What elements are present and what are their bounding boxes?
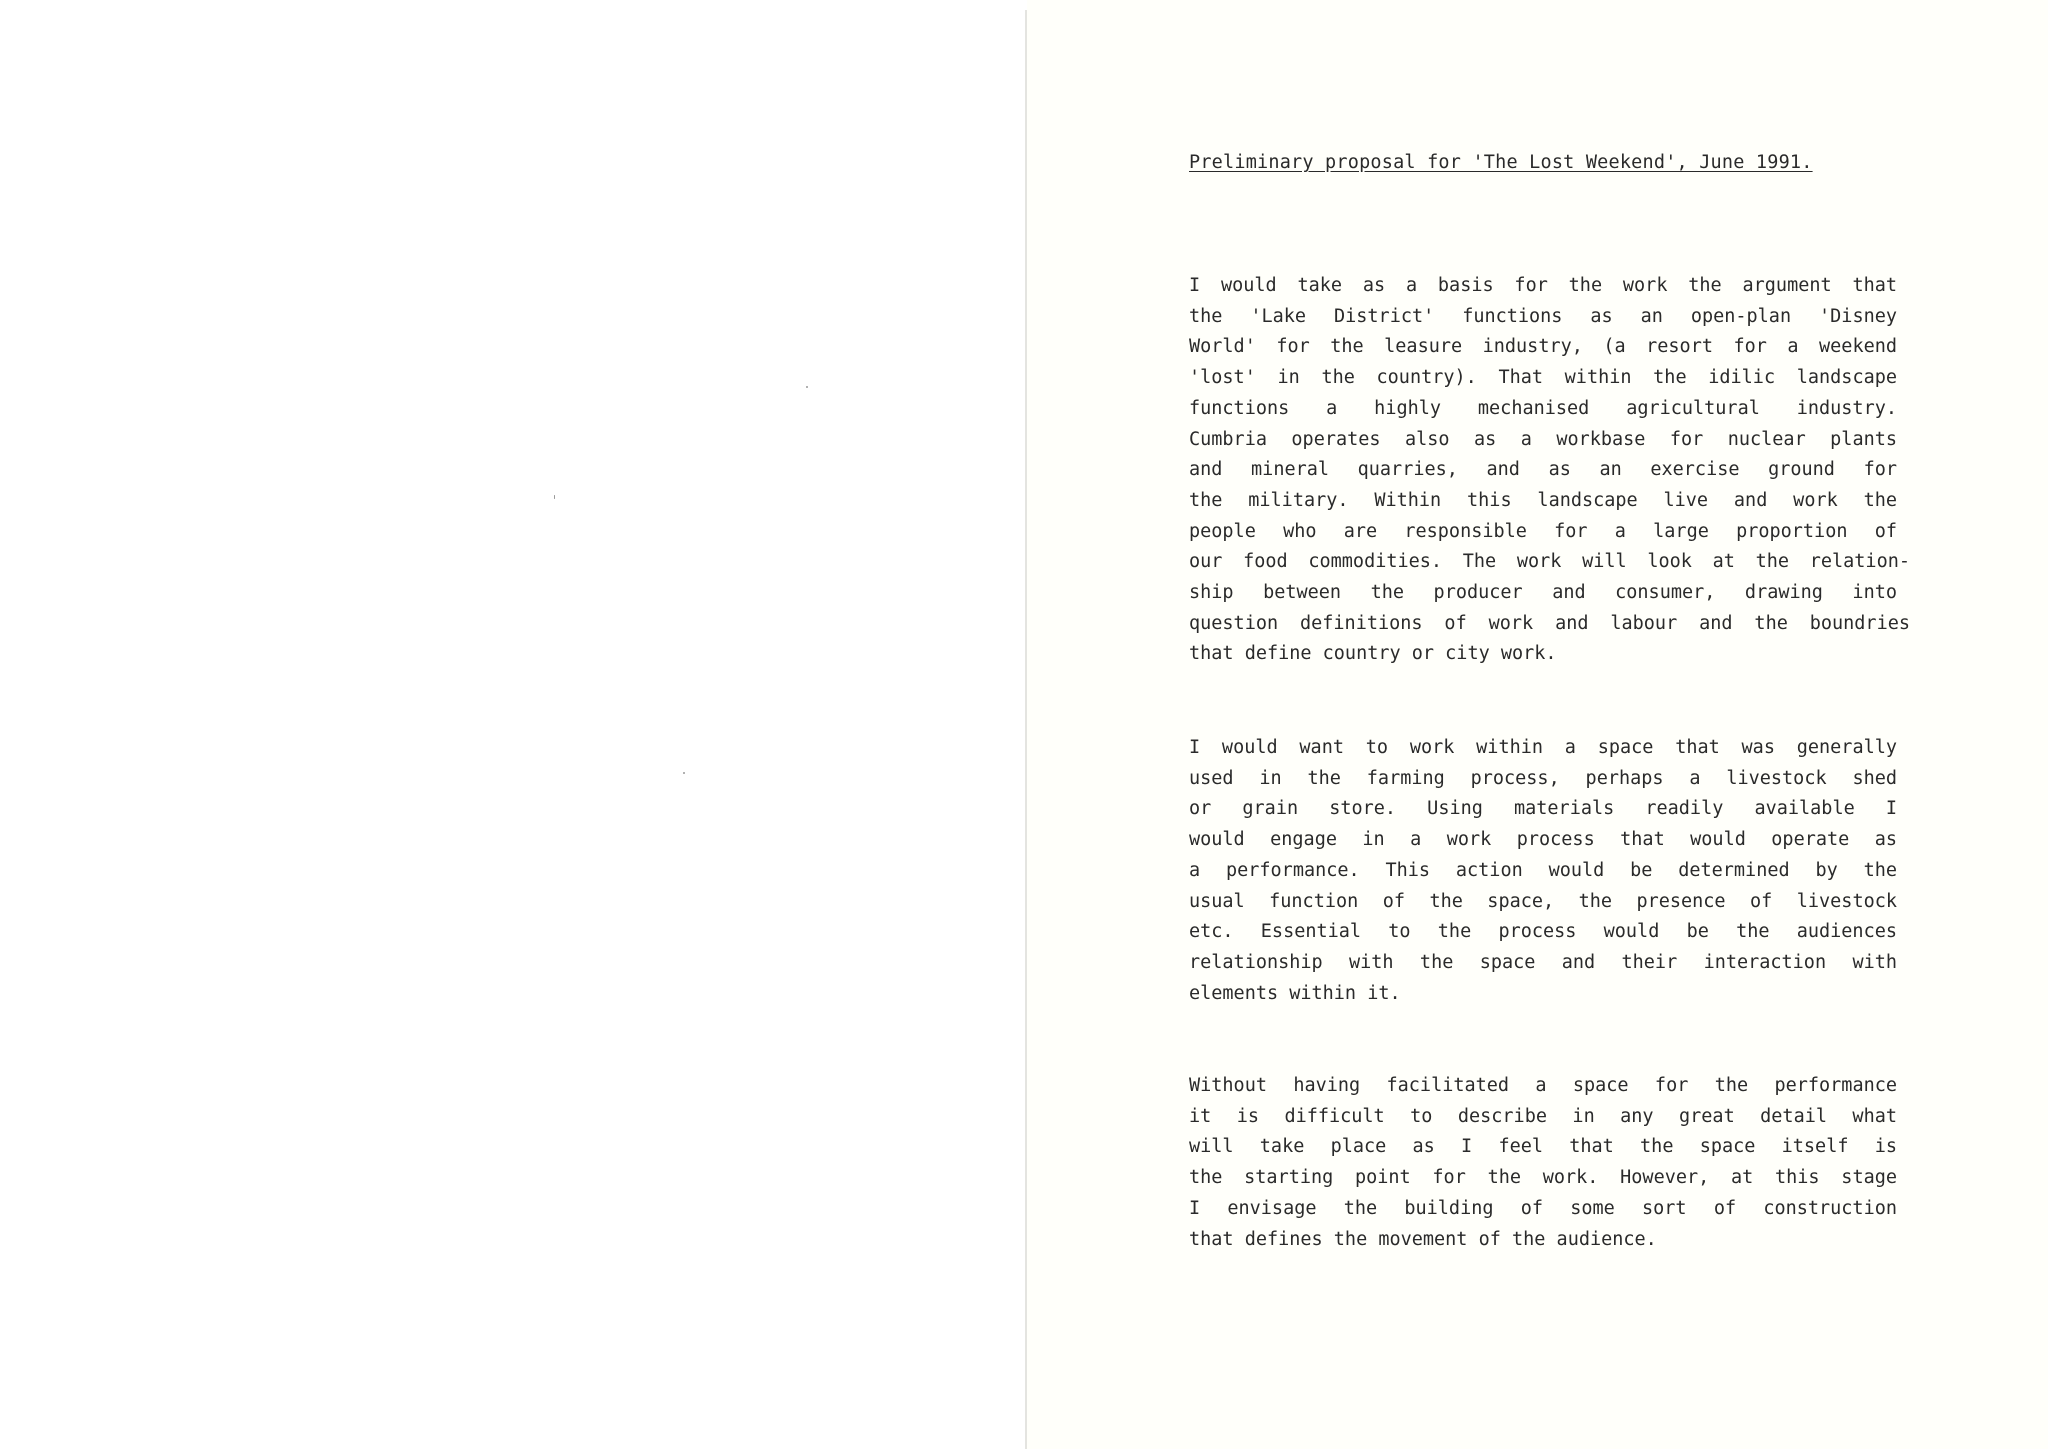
text-line: that define country or city work.: [1189, 643, 1557, 665]
paper-speck: [806, 386, 808, 388]
text-line: I would want to work within a space that was generally: [1189, 737, 1897, 758]
text-line: a performance. This action would be determined by the: [1189, 859, 1897, 881]
text-line: and mineral quarries, and as an exercise ground for: [1189, 459, 1897, 481]
paper-speck: [554, 495, 555, 499]
text-line: that defines the movement of the audience.: [1189, 1228, 1657, 1250]
text-line: will take place as I feel that the space itself is: [1189, 1136, 1897, 1158]
text-line: etc. Essential to the process would be the audiences: [1189, 921, 1897, 943]
text-line: question definitions of work and labour and the boundries: [1189, 612, 1910, 634]
paragraph-3: [1189, 1071, 1897, 1255]
paragraph-2: [1189, 733, 1897, 1009]
right-page: [1027, 0, 2048, 1449]
text-line: Cumbria operates also as a workbase for nuclear plants: [1189, 428, 1897, 450]
text-line: 'lost' in the country). That within the idilic landscape: [1189, 367, 1897, 389]
text-line: it is difficult to describe in any great detail what: [1189, 1105, 1897, 1127]
text-line: would engage in a work process that would operate as: [1189, 829, 1897, 851]
document-title: Preliminary proposal for 'The Lost Weekend', June 1991.: [1189, 152, 1813, 173]
text-line: our food commodities. The work will look at the relation-: [1189, 551, 1910, 573]
text-line: usual function of the space, the presence of livestock: [1189, 890, 1897, 912]
text-line: ship between the producer and consumer, drawing into: [1189, 582, 1897, 604]
text-line: or grain store. Using materials readily available I: [1189, 798, 1897, 820]
text-line: the military. Within this landscape live and work the: [1189, 489, 1897, 511]
text-line: Without having facilitated a space for the performance: [1189, 1075, 1897, 1096]
text-line: I would take as a basis for the work the argument that: [1189, 275, 1897, 296]
paper-speck: [683, 772, 685, 774]
text-line: I envisage the building of some sort of construction: [1189, 1197, 1897, 1219]
text-line: the 'Lake District' functions as an open-plan 'Disney: [1189, 305, 1897, 327]
text-line: World' for the leasure industry, (a resort for a weekend: [1189, 336, 1897, 358]
text-line: the starting point for the work. However, at this stage: [1189, 1167, 1897, 1189]
text-line: relationship with the space and their interaction with: [1189, 951, 1897, 973]
text-line: elements within it.: [1189, 982, 1401, 1004]
paragraph-1: [1189, 271, 1910, 670]
text-line: functions a highly mechanised agricultural industry.: [1189, 397, 1897, 419]
text-line: used in the farming process, perhaps a livestock shed: [1189, 767, 1897, 789]
text-line: people who are responsible for a large proportion of: [1189, 520, 1897, 542]
